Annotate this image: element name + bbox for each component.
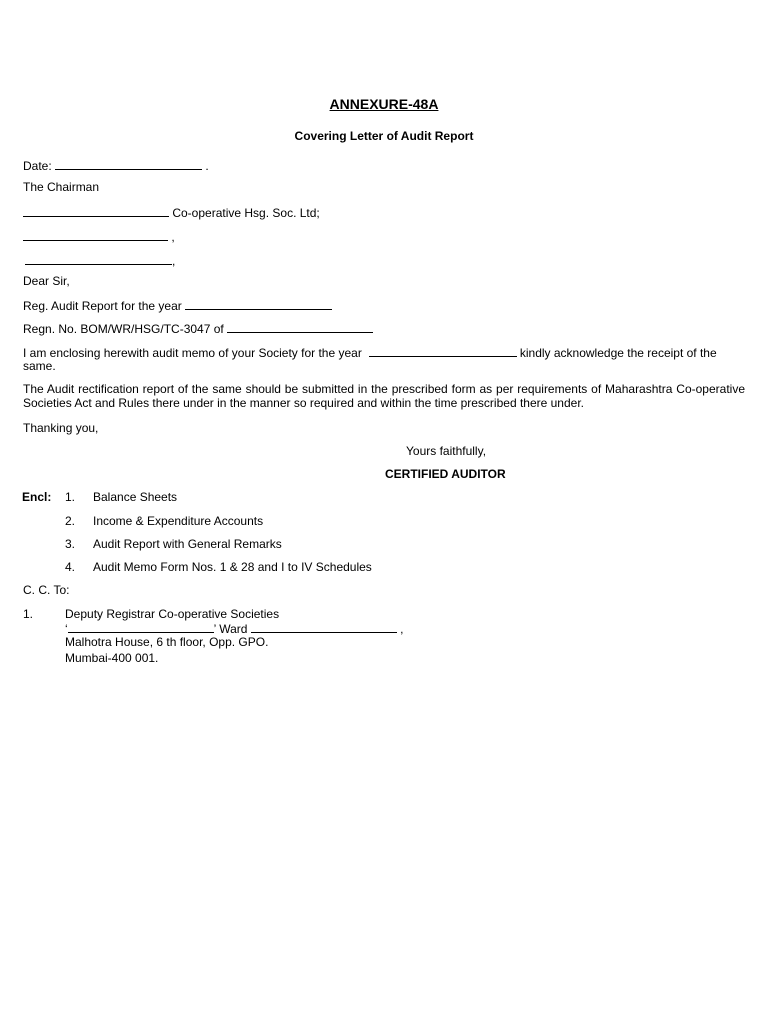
society-blank [23,205,169,217]
address-suffix-2: , [172,254,176,268]
body-paragraph-1-end: kindly acknowledge the receipt of the [519,346,717,360]
document-subtitle: Covering Letter of Audit Report [294,129,474,143]
thanks: Thanking you, [23,421,99,435]
ward-label: ’ Ward [213,622,248,636]
enclosure-item: Audit Report with General Remarks [93,537,282,551]
address-suffix-1: , [171,230,175,244]
subject-label: Reg. Audit Report for the year [23,299,182,313]
cc-line-4: Mumbai-400 001. [65,651,159,665]
body-paragraph-1-start: I am enclosing herewith audit memo of your Society for the year [23,346,362,360]
cc-item-num: 1. [23,607,34,621]
enclosure-item-num: 2. [65,514,76,528]
body-year-blank [369,345,517,357]
subject-year-blank [185,298,332,310]
regn-line [23,321,373,336]
document-title: ANNEXURE-48A [329,96,439,112]
salutation: Dear Sir, [23,274,70,288]
address-blank-2 [25,253,172,265]
body-paragraph-1 [23,345,747,360]
address-line-2 [25,253,175,268]
regn-year-blank [227,321,373,333]
enclosure-item-num: 3. [65,537,76,551]
society-suffix: Co-operative Hsg. Soc. Ltd; [172,206,320,220]
address-blank-1 [23,229,168,241]
ward-name-blank [68,621,214,633]
ward-address-blank [251,621,397,633]
recipient: The Chairman [23,180,100,194]
ward-suffix: , [400,622,404,636]
address-line-1 [23,229,175,244]
date-suffix: . [205,159,209,173]
enclosure-item-num: 1. [65,490,76,504]
body-paragraph-1-cont: same. [23,359,56,373]
ward-open-quote: ‘ [65,622,68,636]
enclosure-item-num: 4. [65,560,76,574]
society-line [23,205,320,220]
enclosures-label: Encl: [22,490,52,504]
date-line [23,158,209,173]
regn-label: Regn. No. BOM/WR/HSG/TC-3047 of [23,322,224,336]
closing: Yours faithfully, [406,444,487,458]
enclosure-item: Balance Sheets [93,490,178,504]
date-label: Date: [23,159,52,173]
date-blank [55,158,202,170]
enclosure-item: Audit Memo Form Nos. 1 & 28 and I to IV Schedules [93,560,372,574]
body-paragraph-2: The Audit rectification report of the same should be submitted in the prescribed form as per requirements of Maharashtra Co-operative Societies Act and Rules there under in the manner so required and within the time prescribed there under. [23,382,745,410]
signatory: CERTIFIED AUDITOR [385,467,506,481]
subject-line [23,298,332,313]
cc-label: C. C. To: [23,583,70,597]
cc-line-1: Deputy Registrar Co-operative Societies [65,607,280,621]
cc-line-3: Malhotra House, 6 th floor, Opp. GPO. [65,635,269,649]
cc-ward-line [65,621,403,636]
enclosure-item: Income & Expenditure Accounts [93,514,264,528]
